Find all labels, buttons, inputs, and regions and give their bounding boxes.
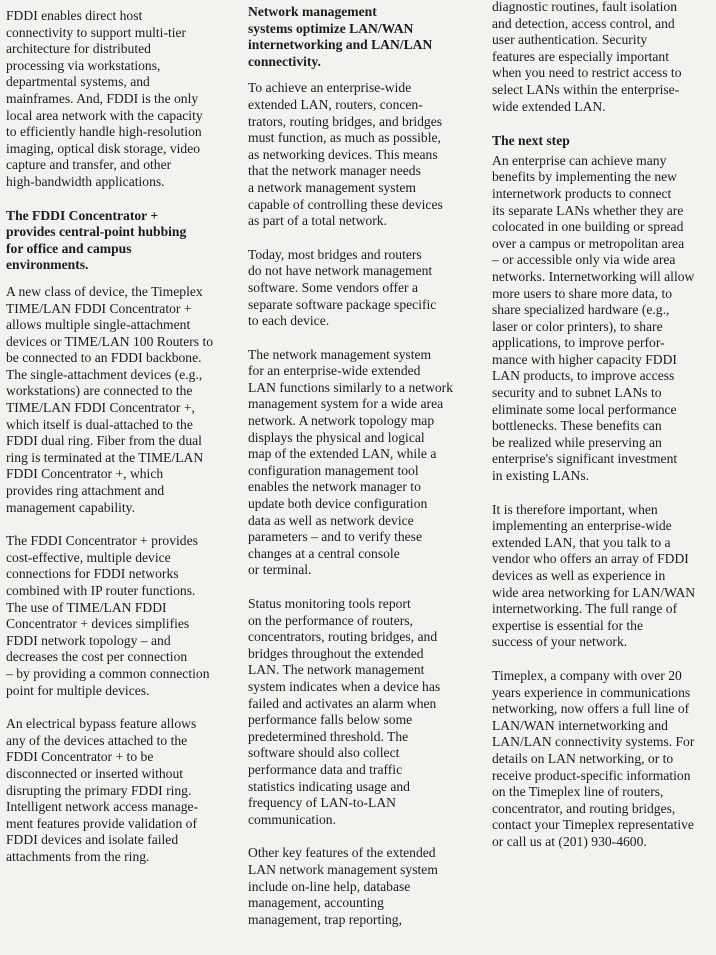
text-line: FDDI devices and isolate failed [6, 832, 179, 848]
text-line: software should also collect [248, 745, 400, 761]
text-line: An electrical bypass feature allows [6, 716, 197, 732]
text-line: The use of TIME/LAN FDDI [6, 599, 167, 615]
text-line: trators, routing bridges, and bridges [248, 113, 443, 129]
text-line: LAN network management system [248, 861, 438, 877]
heading-next-step [492, 133, 714, 150]
text-line: do not have network management [248, 263, 433, 279]
text-line: be realized while preserving an [492, 434, 662, 450]
text-line: Status monitoring tools report [248, 596, 411, 611]
text-line: TIME/LAN FDDI Concentrator + [6, 300, 192, 316]
text-line: devices as well as experience in [492, 568, 666, 583]
paragraph-cost-effective [6, 533, 230, 699]
text-line: extended LAN, routers, concen- [248, 96, 423, 112]
text-line: colocated in one building or spread [492, 219, 684, 235]
heading-line: Network management [248, 4, 377, 19]
text-line: applications, to improve perfor- [492, 335, 665, 351]
text-line: management capability. [6, 499, 135, 515]
text-line: for an enterprise-wide extended [248, 363, 421, 379]
heading-line: connectivity. [248, 53, 321, 69]
paragraph-bridges-routers [248, 247, 468, 330]
text-line: must function, as much as possible, [248, 130, 441, 146]
text-line: LAN. The network management [248, 662, 425, 678]
text-line: more users to share more data, to [492, 285, 673, 301]
text-line: attachments from the ring. [6, 848, 150, 864]
text-line: or call us at (201) 930-4600. [492, 833, 647, 849]
text-line: predetermined threshold. The [248, 728, 409, 744]
heading-line: environments. [6, 257, 89, 273]
text-line: ring is terminated at the TIME/LAN [6, 449, 204, 465]
text-line: which itself is dual-attached to the [6, 416, 193, 432]
text-line: wide area networking for LAN/WAN [492, 584, 696, 600]
text-line: management, accounting [248, 895, 384, 911]
text-line: eliminate some local performance [492, 401, 677, 417]
text-line: management, trap reporting, [248, 911, 403, 927]
paragraph-other-features [248, 845, 468, 928]
text-line: FDDI Concentrator +, which [6, 466, 164, 482]
text-line: bottlenecks. These benefits can [492, 418, 662, 434]
text-line: select LANs within the enterprise- [492, 81, 680, 97]
text-line: statistics indicating usage and [248, 778, 410, 794]
text-line: when you need to restrict access to [492, 65, 682, 81]
text-line: data as well as network device [248, 512, 414, 528]
text-line: vendor who offers an array of FDDI [492, 551, 689, 567]
text-line: imaging, optical disk storage, video [6, 140, 201, 156]
text-line: FDDI network topology – and [6, 632, 171, 648]
text-line: details on LAN networking, or to [492, 750, 674, 766]
text-line: enables the network manager to [248, 479, 421, 495]
text-line: over a campus or metropolitan area [492, 235, 685, 251]
text-line: network. A network topology map [248, 413, 435, 429]
text-line: changes at a central console [248, 545, 400, 561]
text-line: LAN functions similarly to a network [248, 379, 454, 395]
text-line: processing via workstations, [6, 57, 161, 73]
paragraph-bypass-feature [6, 716, 230, 865]
text-line: success of your network. [492, 634, 628, 650]
text-line: management system for a wide area [248, 396, 444, 412]
column-right [492, 0, 714, 868]
text-line: local area network with the capacity [6, 107, 203, 123]
text-line: include on-line help, database [248, 878, 411, 894]
text-line: FDDI enables direct host [6, 8, 143, 23]
text-line: years experience in communications [492, 684, 691, 700]
text-line: point for multiple devices. [6, 682, 150, 698]
text-line: configuration management tool [248, 462, 419, 478]
text-line: failed and activates an alarm when [248, 695, 437, 711]
text-line: TIME/LAN FDDI Concentrator +, [6, 400, 195, 416]
text-line: mance with higher capacity FDDI [492, 351, 677, 367]
text-line: or terminal. [248, 562, 312, 578]
text-line: Today, most bridges and routers [248, 246, 422, 262]
text-line: security and to subnet LANs to [492, 385, 662, 401]
text-line: on the performance of routers, [248, 612, 413, 628]
text-line: communication. [248, 811, 336, 827]
text-line: – or accessible only via wide area [492, 252, 676, 268]
paragraph-vendor-importance [492, 502, 714, 651]
text-line: benefits by implementing the new [492, 169, 677, 185]
text-line: combined with IP router functions. [6, 583, 196, 598]
text-line: networks. Internetworking will allow [492, 268, 695, 284]
text-line: Intelligent network access manage- [6, 799, 199, 815]
text-line: It is therefore important, when [492, 501, 658, 517]
text-line: Other key features of the extended [248, 845, 436, 861]
text-line: disrupting the primary FDDI ring. [6, 782, 192, 798]
paragraph-new-device-class [6, 284, 230, 516]
column-middle [248, 0, 468, 945]
text-line: ment features provide validation of [6, 815, 198, 831]
text-line: The single-attachment devices (e.g., [6, 366, 203, 382]
text-line: decreases the cost per connection [6, 649, 188, 665]
text-line: implementing an enterprise-wide [492, 518, 672, 534]
text-line: departmental systems, and [6, 74, 150, 90]
text-line: FDDI Concentrator + to be [6, 749, 154, 765]
text-line: performance falls below some [248, 712, 413, 728]
text-line: expertise is essential for the [492, 617, 643, 633]
text-line: its separate LANs whether they are [492, 202, 684, 218]
text-line: user authentication. Security [492, 32, 648, 48]
heading-line: The next step [492, 133, 570, 149]
text-line: on the Timeplex line of routers, [492, 784, 664, 800]
heading-line: The FDDI Concentrator + [6, 207, 159, 223]
text-line: architecture for distributed [6, 41, 151, 57]
heading-line: internetworking and LAN/LAN [248, 37, 433, 53]
text-line: To achieve an enterprise-wide [248, 80, 412, 96]
heading-fddi-concentrator [6, 208, 230, 274]
text-line: Concentrator + devices simplifies [6, 616, 190, 632]
text-line: update both device configuration [248, 496, 428, 512]
paragraph-enterprise-wide [248, 80, 468, 229]
text-line: contact your Timeplex representative [492, 817, 694, 833]
text-line: be connected to an FDDI backbone. [6, 350, 202, 366]
heading-line: systems optimize LAN/WAN [248, 20, 414, 36]
text-line: as networking devices. This means [248, 146, 438, 162]
text-line: networking, now offers a full line of [492, 701, 690, 717]
text-line: a network management system [248, 179, 416, 195]
column-left [6, 0, 230, 883]
text-line: The FDDI Concentrator + provides [6, 533, 198, 549]
text-line: capture and transfer, and other [6, 157, 172, 173]
text-line: An enterprise can achieve many [492, 152, 667, 168]
text-line: workstations) are connected to the [6, 383, 193, 399]
heading-network-management [248, 4, 468, 70]
text-line: capable of controlling these devices [248, 196, 443, 212]
text-line: wide extended LAN. [492, 98, 606, 114]
text-line: that the network manager needs [248, 163, 421, 179]
text-line: LAN/WAN internetworking and [492, 717, 668, 733]
text-line: receive product-specific information [492, 767, 691, 783]
text-line: bridges throughout the extended [248, 645, 424, 661]
text-line: in existing LANs. [492, 468, 590, 484]
text-line: connectivity to support multi-tier [6, 24, 187, 40]
text-line: diagnostic routines, fault isolation [492, 0, 677, 14]
text-line: performance data and traffic [248, 761, 403, 777]
text-line: enterprise's significant investment [492, 451, 678, 467]
text-line: devices or TIME/LAN 100 Routers to [6, 333, 214, 349]
text-line: software. Some vendors offer a [248, 279, 418, 295]
text-line: extended LAN, that you talk to a [492, 534, 671, 550]
text-line: displays the physical and logical [248, 429, 425, 445]
paragraph-diagnostics-continued [492, 0, 714, 115]
text-line: provides ring attachment and [6, 483, 165, 499]
text-line: features are especially important [492, 48, 670, 64]
heading-line: provides central-point hubbing [6, 224, 187, 240]
heading-line: for office and campus [6, 240, 132, 256]
text-line: map of the extended LAN, while a [248, 446, 437, 462]
text-line: FDDI dual ring. Fiber from the dual [6, 433, 202, 449]
text-line: any of the devices attached to the [6, 732, 188, 748]
text-line: LAN products, to improve access [492, 368, 675, 384]
text-line: LAN/LAN connectivity systems. For [492, 734, 695, 750]
text-line: internetwork products to connect [492, 185, 672, 201]
text-line: high-bandwidth applications. [6, 173, 165, 189]
text-line: parameters – and to verify these [248, 529, 423, 545]
text-line: internetworking. The full range of [492, 601, 678, 617]
text-line: connections for FDDI networks [6, 566, 179, 582]
text-line: separate software package specific [248, 296, 437, 312]
paragraph-timeplex-contact [492, 668, 714, 851]
text-line: – by providing a common connection [6, 665, 210, 681]
text-line: laser or color printers), to share [492, 318, 663, 334]
paragraph-status-monitoring [248, 596, 468, 828]
text-line: share specialized hardware (e.g., [492, 302, 670, 318]
text-line: cost-effective, multiple device [6, 549, 171, 565]
text-line: allows multiple single-attachment [6, 317, 191, 333]
text-line: as part of a total network. [248, 213, 387, 229]
text-line: system indicates when a device has [248, 678, 441, 694]
text-line: and detection, access control, and [492, 15, 675, 31]
text-line: Timeplex, a company with over 20 [492, 667, 682, 683]
paragraph-management-system [248, 347, 468, 579]
text-line: to efficiently handle high-resolution [6, 124, 202, 140]
text-line: concentrator, and routing bridges, [492, 800, 676, 816]
paragraph-enterprise-benefits [492, 153, 714, 485]
text-line: concentrators, routing bridges, and [248, 629, 438, 645]
text-line: A new class of device, the Timeplex [6, 283, 203, 299]
paragraph-fddi-intro [6, 8, 230, 191]
text-line: to each device. [248, 313, 330, 329]
text-line: mainframes. And, FDDI is the only [6, 90, 199, 106]
text-line: The network management system [248, 346, 432, 362]
text-line: frequency of LAN-to-LAN [248, 795, 396, 811]
text-line: disconnected or inserted without [6, 765, 184, 781]
